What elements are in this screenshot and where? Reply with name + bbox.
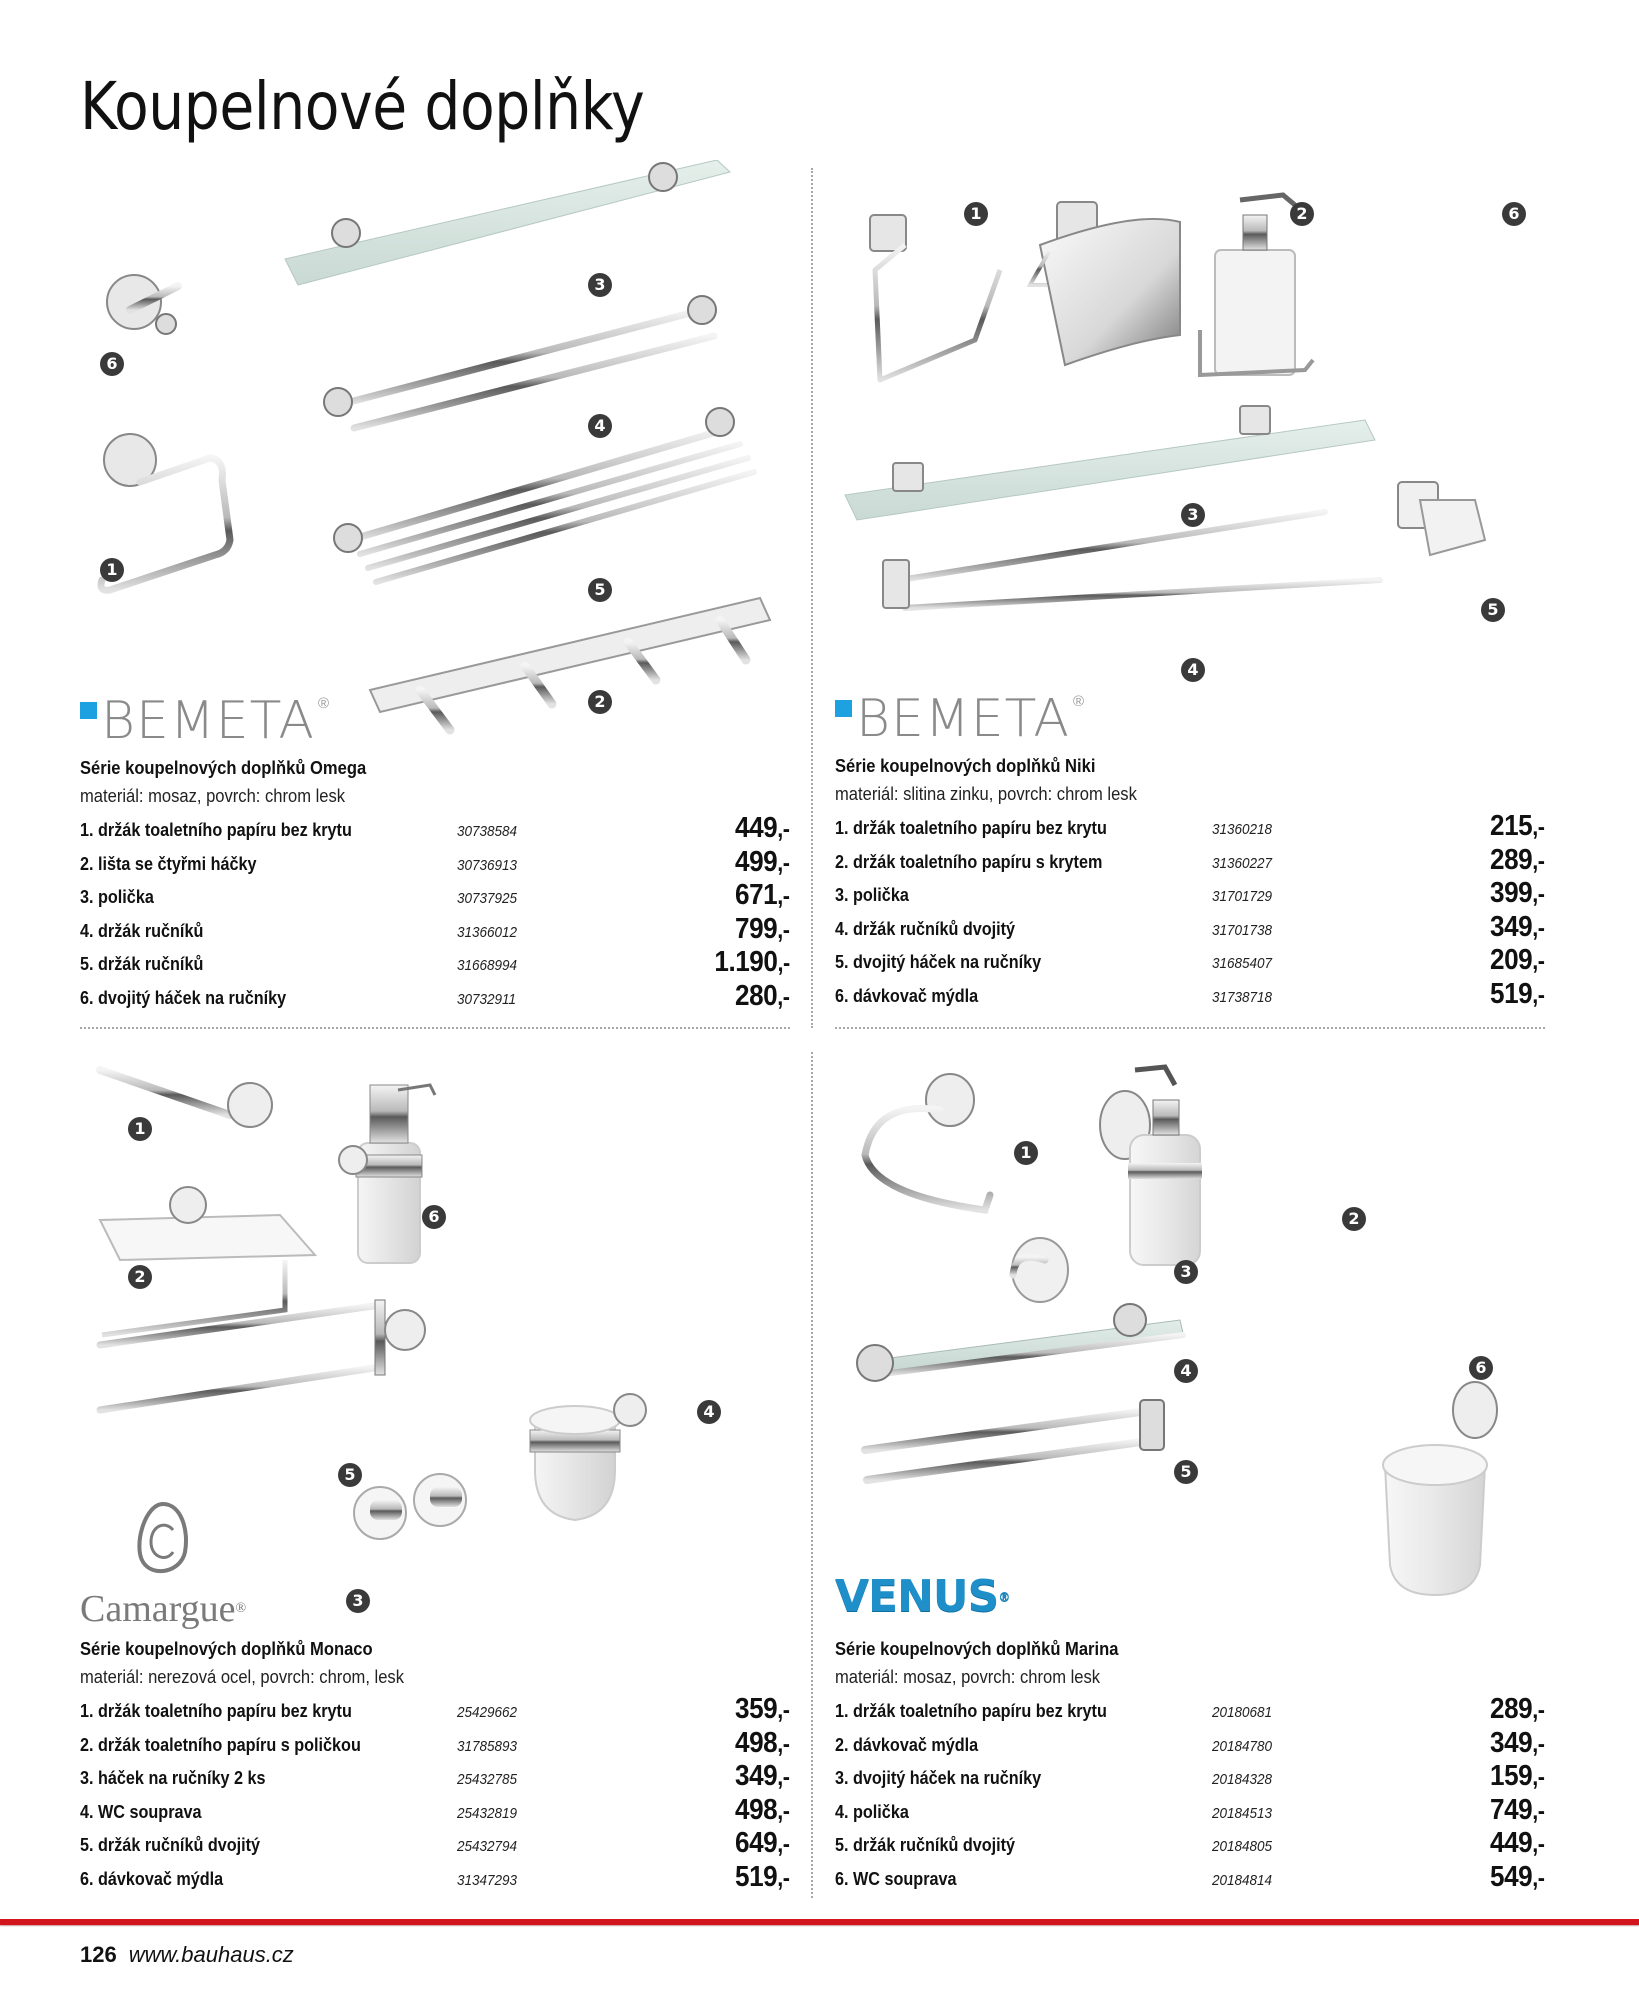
item-price: 749,- xyxy=(1490,1793,1545,1826)
item-badge-4: 4 xyxy=(588,414,612,438)
series-material: materiál: slitina zinku, povrch: chrom lesk xyxy=(835,784,1137,804)
item-badge-6: 6 xyxy=(100,352,124,376)
item-price: 289,- xyxy=(1490,1693,1545,1725)
item-code: 20184328 xyxy=(1212,1771,1273,1789)
series-title: Série koupelnových doplňků Marina xyxy=(835,1639,1119,1659)
item-badge-3: 3 xyxy=(1174,1260,1198,1284)
item-price: 449,- xyxy=(1490,1827,1545,1860)
item-badge-6: 6 xyxy=(422,1205,446,1229)
column-divider-bottom xyxy=(811,1052,813,1898)
price-row: 6. dvojitý háček na ručníky 30732911 280,- xyxy=(80,979,790,1012)
item-badge-5: 5 xyxy=(1481,598,1505,622)
item-code: 30736913 xyxy=(457,856,518,874)
item-code: 31701738 xyxy=(1212,921,1273,939)
item-code: 25432819 xyxy=(457,1804,518,1822)
price-row: 1. držák toaletního papíru bez krytu 25429662 359,- xyxy=(80,1693,790,1725)
page-number: 126 xyxy=(80,1942,117,1967)
price-row: 4. držák ručníků dvojitý 31701738 349,- xyxy=(835,910,1545,943)
price-row: 3. polička 31701729 399,- xyxy=(835,877,1545,910)
item-price: 498,- xyxy=(735,1726,790,1759)
product-image-omega-set xyxy=(80,160,790,750)
series-info xyxy=(835,752,1545,1014)
item-badge-1: 1 xyxy=(964,202,988,226)
price-row: 3. dvojitý háček na ručníky 20184328 159,- xyxy=(835,1760,1545,1793)
item-code: 25432794 xyxy=(457,1838,518,1856)
item-price: 159,- xyxy=(1490,1760,1545,1793)
price-list xyxy=(835,1695,1545,1897)
price-row: 4. polička 20184513 749,- xyxy=(835,1793,1545,1826)
item-price: 519,- xyxy=(735,1860,790,1893)
series-info xyxy=(80,1635,790,1897)
item-badge-5: 5 xyxy=(338,1463,362,1487)
item-badge-4: 4 xyxy=(697,1400,721,1424)
item-price: 649,- xyxy=(735,1827,790,1860)
item-price: 349,- xyxy=(1490,1726,1545,1759)
series-material: materiál: mosaz, povrch: chrom lesk xyxy=(835,1667,1101,1687)
price-row: 6. dávkovač mýdla 31738718 519,- xyxy=(835,977,1545,1010)
item-price: 519,- xyxy=(1490,977,1545,1010)
item-badge-2: 2 xyxy=(128,1265,152,1289)
item-price: 499,- xyxy=(735,845,790,878)
price-row: 6. dávkovač mýdla 31347293 519,- xyxy=(80,1860,790,1893)
item-code: 30732911 xyxy=(457,990,517,1008)
item-badge-5: 5 xyxy=(1174,1460,1198,1484)
item-code: 31360218 xyxy=(1212,821,1273,838)
item-badge-4: 4 xyxy=(1174,1359,1198,1383)
price-row: 1. držák toaletního papíru bez krytu 30738584 449,- xyxy=(80,812,790,844)
product-section-monaco xyxy=(80,1045,790,1905)
footer-accent-line xyxy=(0,1919,1639,1925)
product-image-marina-set xyxy=(835,1045,1545,1635)
price-row: 5. držák ručníků dvojitý 25432794 649,- xyxy=(80,1827,790,1860)
product-section-marina xyxy=(835,1045,1545,1905)
item-code: 20184780 xyxy=(1212,1737,1273,1755)
brand-logo-bemeta: BEMETA ® xyxy=(80,695,329,747)
brand-logo-venus: VENUS® xyxy=(835,1571,1010,1622)
price-row: 2. držák toaletního papíru s poličkou 31785893 498,- xyxy=(80,1726,790,1759)
price-list xyxy=(80,814,790,1016)
series-material: materiál: nerezová ocel, povrch: chrom, lesk xyxy=(80,1667,404,1687)
price-row: 3. polička 30737925 671,- xyxy=(80,879,790,912)
row-divider-left xyxy=(80,1027,790,1029)
item-code: 25432785 xyxy=(457,1771,518,1789)
price-row: 5. držák ručníků dvojitý 20184805 449,- xyxy=(835,1827,1545,1860)
item-code: 31701729 xyxy=(1212,888,1273,906)
item-code: 20184513 xyxy=(1212,1804,1273,1822)
column-divider-top xyxy=(811,168,813,1028)
series-title: Série koupelnových doplňků Omega xyxy=(80,758,367,778)
item-code: 31360227 xyxy=(1212,854,1273,872)
item-badge-3: 3 xyxy=(1181,503,1205,527)
page-footer xyxy=(80,1942,294,1968)
price-row: 1. držák toaletního papíru bez krytu 20180681 289,- xyxy=(835,1693,1545,1725)
item-code: 31668994 xyxy=(457,957,518,975)
price-row: 4. držák ručníků 31366012 799,- xyxy=(80,912,790,945)
item-badge-1: 1 xyxy=(1014,1141,1038,1165)
item-price: 549,- xyxy=(1490,1860,1545,1893)
item-code: 20180681 xyxy=(1212,1704,1273,1721)
price-row: 5. držák ručníků 31668994 1.190,- xyxy=(80,946,790,979)
item-badge-1: 1 xyxy=(128,1117,152,1141)
item-badge-6: 6 xyxy=(1469,1356,1493,1380)
item-price: 359,- xyxy=(735,1693,790,1725)
camargue-mark-icon xyxy=(133,1500,193,1580)
item-price: 498,- xyxy=(735,1793,790,1826)
price-row: 4. WC souprava 25432819 498,- xyxy=(80,1793,790,1826)
item-price: 280,- xyxy=(735,979,790,1012)
item-price: 1.190,- xyxy=(714,946,790,979)
item-badge-5: 5 xyxy=(588,578,612,602)
brand-logo-bemeta: BEMETA ® xyxy=(835,693,1084,745)
item-code: 31738718 xyxy=(1212,988,1273,1006)
price-list xyxy=(80,1695,790,1897)
item-badge-2: 2 xyxy=(1290,202,1314,226)
item-price: 289,- xyxy=(1490,843,1545,876)
item-price: 799,- xyxy=(735,912,790,945)
website-link[interactable]: www.bauhaus.cz xyxy=(128,1942,294,1967)
item-code: 20184805 xyxy=(1212,1838,1273,1856)
item-price: 349,- xyxy=(1490,910,1545,943)
price-row: 1. držák toaletního papíru bez krytu 31360218 215,- xyxy=(835,810,1545,842)
item-code: 31785893 xyxy=(457,1737,518,1755)
item-badge-2: 2 xyxy=(588,690,612,714)
item-code: 31347293 xyxy=(457,1871,518,1889)
item-code: 20184814 xyxy=(1212,1871,1273,1889)
brand-square-icon xyxy=(80,702,97,719)
item-badge-4: 4 xyxy=(1181,658,1205,682)
series-info xyxy=(80,754,790,1016)
item-price: 215,- xyxy=(1490,810,1545,842)
series-title: Série koupelnových doplňků Monaco xyxy=(80,1639,373,1659)
item-price: 209,- xyxy=(1490,944,1545,977)
product-image-niki-set xyxy=(835,160,1545,690)
item-code: 30738584 xyxy=(457,823,518,840)
product-section-niki xyxy=(835,160,1545,1020)
price-row: 5. dvojitý háček na ručníky 31685407 209,- xyxy=(835,944,1545,977)
item-badge-3: 3 xyxy=(588,273,612,297)
item-code: 31366012 xyxy=(457,923,518,941)
item-price: 399,- xyxy=(1490,877,1545,910)
price-row: 2. dávkovač mýdla 20184780 349,- xyxy=(835,1726,1545,1759)
item-price: 449,- xyxy=(735,812,790,844)
series-info xyxy=(835,1635,1545,1897)
series-material: materiál: mosaz, povrch: chrom lesk xyxy=(80,786,346,806)
item-badge-1: 1 xyxy=(100,558,124,582)
brand-square-icon xyxy=(835,700,852,717)
page-title: Koupelnové doplňky xyxy=(80,68,645,145)
brand-logo-camargue: Camargue® xyxy=(80,1500,246,1629)
item-price: 671,- xyxy=(735,879,790,912)
price-row: 2. držák toaletního papíru s krytem 31360227 289,- xyxy=(835,843,1545,876)
item-badge-2: 2 xyxy=(1342,1207,1366,1231)
item-price: 349,- xyxy=(735,1760,790,1793)
product-section-omega xyxy=(80,160,790,1020)
item-code: 25429662 xyxy=(457,1704,518,1721)
price-row: 2. lišta se čtyřmi háčky 30736913 499,- xyxy=(80,845,790,878)
price-list xyxy=(835,812,1545,1014)
series-title: Série koupelnových doplňků Niki xyxy=(835,756,1096,776)
row-divider-right xyxy=(835,1027,1545,1029)
item-code: 30737925 xyxy=(457,890,518,908)
price-row: 6. WC souprava 20184814 549,- xyxy=(835,1860,1545,1893)
item-badge-3: 3 xyxy=(346,1589,370,1613)
price-row: 3. háček na ručníky 2 ks 25432785 349,- xyxy=(80,1760,790,1793)
item-code: 31685407 xyxy=(1212,955,1273,973)
item-badge-6: 6 xyxy=(1502,202,1526,226)
